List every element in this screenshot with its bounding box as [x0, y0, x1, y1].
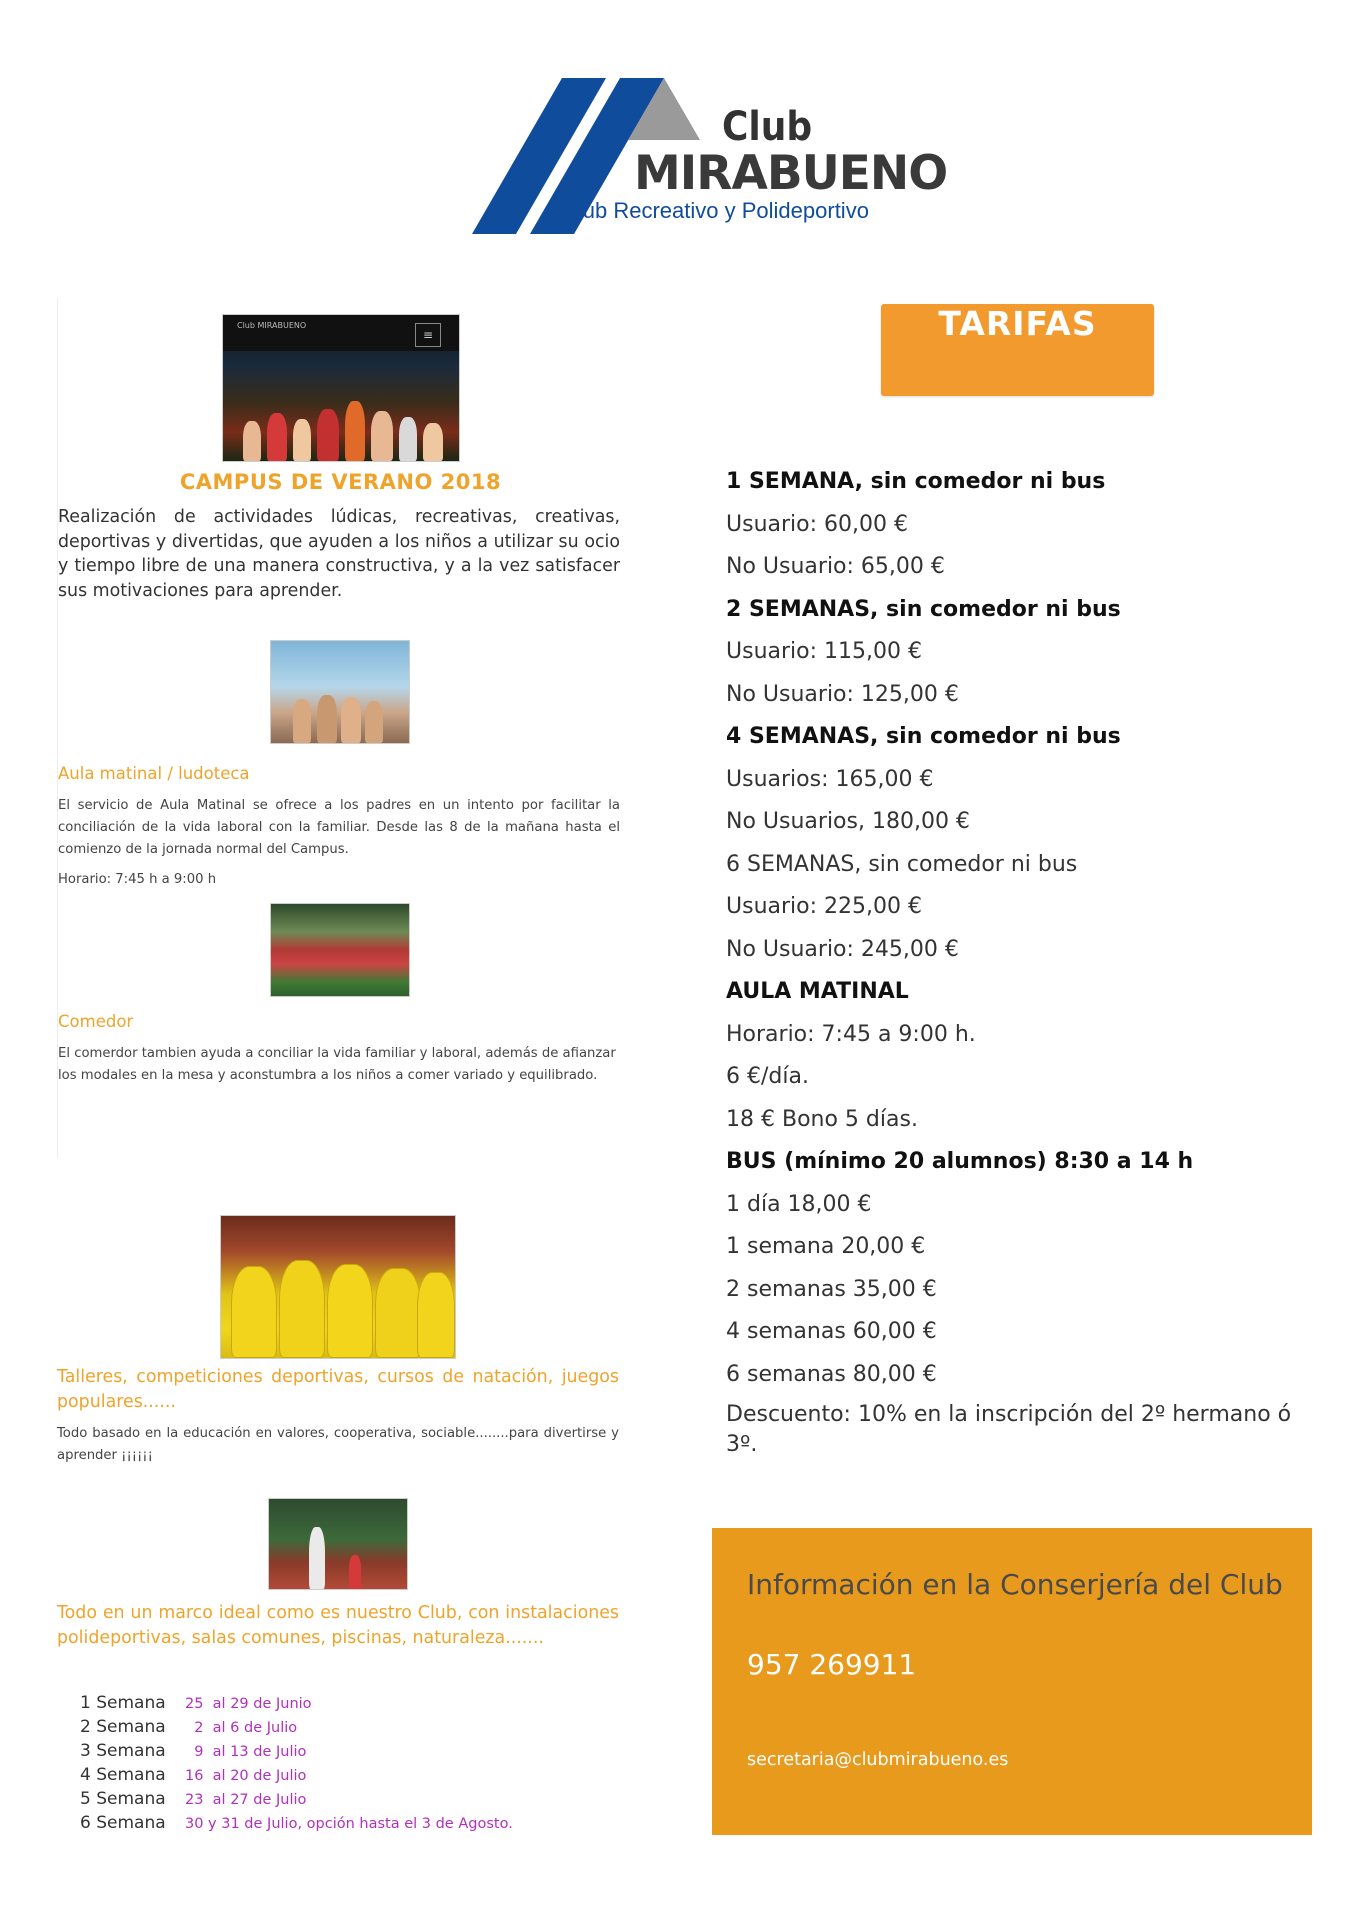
logo-club-text: Club: [722, 104, 813, 150]
hamburger-icon: ≡: [415, 323, 441, 347]
week-label: 5 Semana: [80, 1789, 166, 1809]
logo-name-text: MIRABUENO: [634, 146, 948, 201]
info-title: Información en la Conserjería del Club: [747, 1568, 1283, 1601]
week-row: [80, 1765, 513, 1789]
rate-line: 6 semanas 80,00 €: [726, 1361, 937, 1387]
rate-line: 18 € Bono 5 días.: [726, 1106, 918, 1132]
rate-line: 1 semana 20,00 €: [726, 1234, 926, 1259]
rate-line: Usuario: 60,00 €: [726, 511, 908, 537]
rate-line: Usuarios: 165,00 €: [726, 766, 934, 792]
info-phone[interactable]: 957 269911: [747, 1648, 917, 1681]
info-email-link[interactable]: secretaria@clubmirabueno.es: [747, 1750, 1009, 1770]
rate-line: 6 €/día.: [726, 1064, 809, 1089]
group-photo: [270, 903, 410, 997]
rate-line: 1 SEMANA, sin comedor ni bus: [726, 469, 1106, 494]
rate-line: Usuario: 225,00 €: [726, 894, 922, 919]
rate-line: Descuento: 10% en la inscripción del 2º hermano ó 3º.: [726, 1402, 1292, 1457]
comedor-description: El comerdor tambien ayuda a conciliar la vida familiar y laboral, además de afianzar los modales en la mesa y aconstumbra a los niños a comer variado y equilibrado.: [58, 1046, 616, 1083]
aula-description: El servicio de Aula Matinal se ofrece a los padres en un intento por facilitar la conciliación de la vida laboral con la familiar. Desde las 8 de la mañana hasta el comienzo de la jornada normal del Campus.: [58, 798, 620, 857]
week-dates: 9 al 13 de Julio: [185, 1744, 307, 1760]
values-text: Todo basado en la educación en valores, cooperativa, sociable........para divertirse y aprender ¡¡¡¡¡¡: [57, 1426, 619, 1463]
week-dates: 30 y 31 de Julio, opción hasta el 3 de Agosto.: [185, 1816, 513, 1832]
rate-line: No Usuario: 65,00 €: [726, 554, 945, 579]
rate-line: AULA MATINAL: [726, 979, 909, 1004]
week-dates: 25 al 29 de Junio: [185, 1696, 312, 1712]
thumb-header: [223, 315, 459, 351]
rate-line: No Usuario: 245,00 €: [726, 936, 959, 962]
campus-description: Realización de actividades lúdicas, recreativas, creativas, deportivas y divertidas, que ayuden a los niños a utilizar su ocio y tiempo libre de una manera constructiva, y a la vez satisfacer sus motivaciones para aprender.: [58, 507, 620, 601]
aula-horario: Horario: 7:45 h a 9:00 h: [58, 872, 217, 887]
week-label: 1 Semana: [80, 1693, 166, 1713]
kids-photo: [270, 640, 410, 744]
week-dates: 2 al 6 de Julio: [185, 1720, 298, 1736]
week-dates: 16 al 20 de Julio: [185, 1768, 307, 1784]
rate-line: 4 SEMANAS, sin comedor ni bus: [726, 724, 1121, 749]
talleres-text: Talleres, competiciones deportivas, cursos de natación, juegos populares......: [57, 1367, 619, 1412]
rate-line: Horario: 7:45 a 9:00 h.: [726, 1021, 976, 1047]
aula-title: Aula matinal / ludoteca: [58, 764, 250, 783]
tennis-photo: [268, 1498, 408, 1590]
week-label: 2 Semana: [80, 1717, 166, 1737]
rate-line: 4 semanas 60,00 €: [726, 1319, 937, 1344]
week-row: [80, 1693, 513, 1717]
thumb-brand: Club MIRABUENO: [237, 321, 307, 330]
week-label: 6 Semana: [80, 1813, 166, 1833]
week-row: [80, 1813, 513, 1837]
week-row: [80, 1789, 513, 1813]
rate-line: BUS (mínimo 20 alumnos) 8:30 a 14 h: [726, 1149, 1194, 1174]
talleres-photo: [220, 1215, 456, 1359]
rate-line: 2 semanas 35,00 €: [726, 1276, 937, 1302]
rate-line: No Usuarios, 180,00 €: [726, 809, 970, 834]
rate-line: Usuario: 115,00 €: [726, 639, 922, 664]
tarifas-title: TARIFAS: [938, 304, 1097, 343]
rates-list: [726, 465, 1326, 1460]
week-label: 4 Semana: [80, 1765, 166, 1785]
rate-line: 1 día 18,00 €: [726, 1191, 872, 1217]
campus-photo: [222, 314, 460, 462]
rate-line: No Usuario: 125,00 €: [726, 681, 959, 707]
rate-line: 6 SEMANAS, sin comedor ni bus: [726, 851, 1078, 877]
logo-subtitle: Club Recreativo y Polideportivo: [562, 198, 869, 223]
facilities-text: Todo en un marco ideal como es nuestro Club, con instalaciones polideportivas, salas comunes, piscinas, naturaleza.......: [57, 1603, 619, 1648]
weeks-list: [80, 1693, 513, 1837]
club-logo: [470, 74, 948, 244]
rate-line: 2 SEMANAS, sin comedor ni bus: [726, 596, 1121, 622]
week-row: [80, 1741, 513, 1765]
week-row: [80, 1717, 513, 1741]
week-label: 3 Semana: [80, 1741, 166, 1761]
campus-title: CAMPUS DE VERANO 2018: [179, 470, 502, 494]
week-dates: 23 al 27 de Julio: [185, 1792, 307, 1808]
comedor-title: Comedor: [58, 1012, 134, 1031]
